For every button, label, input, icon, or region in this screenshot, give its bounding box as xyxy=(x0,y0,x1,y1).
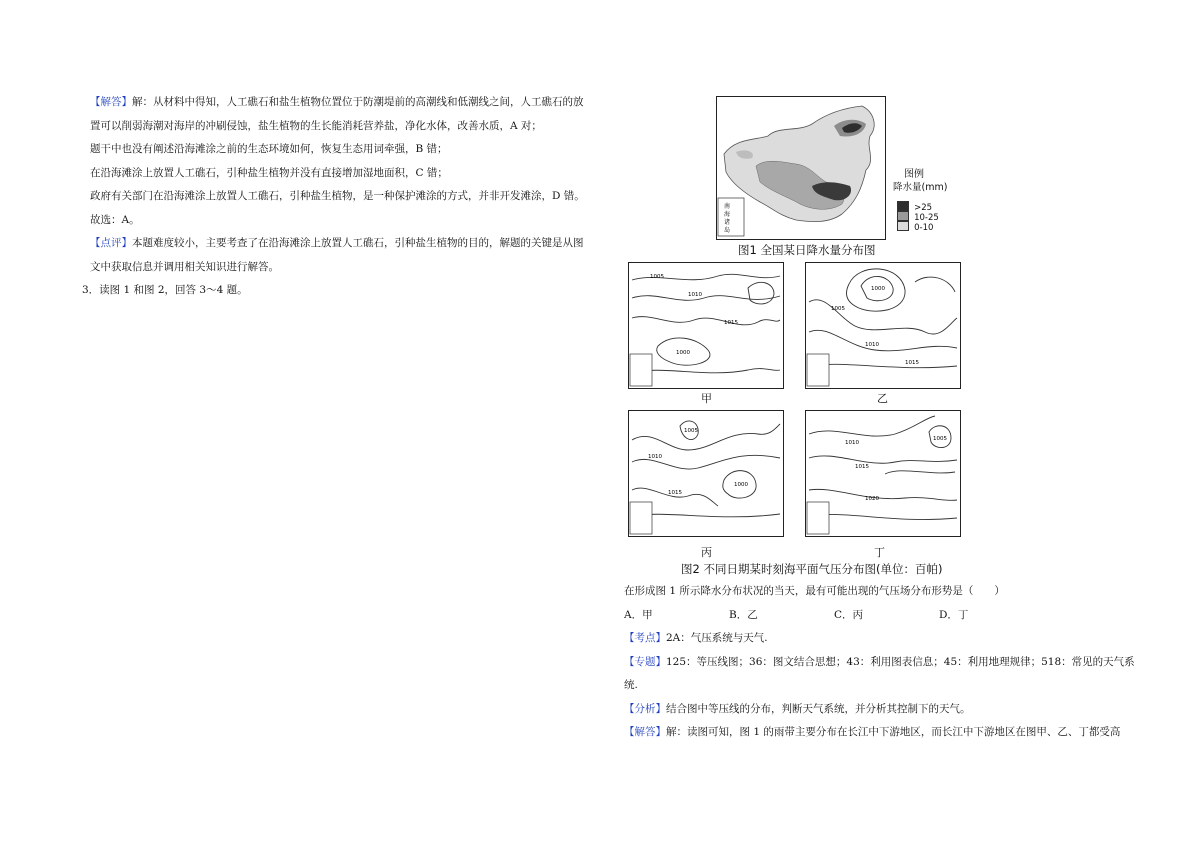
panel-label-jia: 甲 xyxy=(701,392,712,405)
answer-line-2: 置可以削弱海潮对海岸的冲刷侵蚀，盐生植物的生长能消耗营养盐，净化水体，改善水质，A 对； xyxy=(90,119,542,132)
option-c: C．丙 xyxy=(834,608,864,621)
question-4-stem: 在形成图 1 所示降水分布状况的当天，最有可能出现的气压场分布形势是（ ） xyxy=(624,585,1005,597)
inset-char-1: 南 xyxy=(724,203,731,210)
figure-1-caption: 图1 全国某日降水量分布图 xyxy=(738,243,876,257)
fenxi-line: 【分析】结合图中等压线的分布，判断天气系统，并分析其控制下的天气。 xyxy=(624,702,971,715)
option-a: A．甲 xyxy=(624,608,653,621)
zhuanti-line-2: 统. xyxy=(624,679,638,691)
isobar-label-yi-2: 1005 xyxy=(831,306,845,312)
isobar-label-jia-1: 1005 xyxy=(650,274,664,280)
answer-line-5: 政府有关部门在沿海滩涂上放置人工礁石，引种盐生植物，是一种保护滩涂的方式，并非开发滩涂，D 错。 xyxy=(90,190,585,202)
inset-char-2: 海 xyxy=(724,211,731,218)
pressure-map-bing xyxy=(628,410,784,541)
answer-tag: 【解答】 xyxy=(90,96,132,108)
panel-label-yi: 乙 xyxy=(877,392,888,405)
left-column xyxy=(82,91,602,303)
answer-line-3: 题干中也没有阐述沿海滩涂之前的生态环境如何，恢复生态用词牵强，B 错； xyxy=(90,143,448,155)
legend-swatches: >25 10-25 0-10 xyxy=(897,195,939,225)
legend-subtitle: 降水量(mm) xyxy=(893,182,948,193)
pressure-map-yi xyxy=(805,262,961,393)
legend-swatch-low xyxy=(897,221,909,231)
answer-line-6: 故选：A。 xyxy=(90,213,140,226)
figure-1-map xyxy=(716,96,886,244)
isobar-label-bing-3: 1015 xyxy=(668,490,682,496)
jieda-line: 【解答】解：读图可知，图 1 的雨带主要分布在长江中下游地区，而长江中下游地区在图甲、乙、丁都受高 xyxy=(624,726,1121,738)
isobar-label-jia-2: 1010 xyxy=(688,292,702,298)
isobar-label-jia-3: 1015 xyxy=(724,320,738,326)
option-d: D．丁 xyxy=(939,608,969,621)
answer-options xyxy=(624,604,1144,628)
kaodian-line: 【考点】2A：气压系统与天气. xyxy=(624,632,768,644)
isobar-label-ding-1: 1010 xyxy=(845,440,859,446)
isobar-label-jia-4: 1000 xyxy=(676,350,690,356)
inset-char-3: 诸 xyxy=(724,219,731,226)
isobar-label-ding-4: 1005 xyxy=(933,436,947,442)
kaodian-tag: 【考点】 xyxy=(624,632,666,644)
option-b: B．乙 xyxy=(729,608,758,621)
legend-title: 图例 xyxy=(904,169,924,180)
right-column xyxy=(624,580,1144,745)
pressure-map-jia xyxy=(628,262,784,393)
isobar-label-ding-3: 1020 xyxy=(865,496,879,502)
answer-line-4: 在沿海滩涂上放置人工礁石，引种盐生植物并没有直接增加湿地面积，C 错； xyxy=(90,166,448,179)
isobar-label-yi-3: 1010 xyxy=(865,342,879,348)
isobar-label-ding-2: 1015 xyxy=(855,464,869,470)
comment-tag: 【点评】 xyxy=(90,237,132,249)
comment-line-1: 【点评】本题难度较小，主要考查了在沿海滩涂上放置人工礁石，引种盐生植物的目的，解题的关键是从图 xyxy=(90,237,584,249)
fenxi-tag: 【分析】 xyxy=(624,702,666,715)
isobar-label-bing-4: 1000 xyxy=(734,482,748,488)
question-3-heading: 3．读图 1 和图 2，回答 3～4 题。 xyxy=(82,284,248,296)
pressure-map-ding xyxy=(805,410,961,541)
isobar-label-yi-4: 1015 xyxy=(905,360,919,366)
zhuanti-tag: 【专题】 xyxy=(624,655,666,668)
precipitation-map xyxy=(716,96,886,240)
jieda-tag: 【解答】 xyxy=(624,726,666,738)
answer-line-1: 【解答】解：从材料中得知，人工礁石和盐生植物位置位于防潮堤前的高潮线和低潮线之间，人工礁石的放 xyxy=(90,96,584,108)
comment-line-2: 文中获取信息并调用相关知识进行解答。 xyxy=(90,260,279,273)
isobar-label-bing-1: 1005 xyxy=(684,428,698,434)
figure-2-caption: 图2 不同日期某时刻海平面气压分布图(单位：百帕) xyxy=(681,562,943,576)
zhuanti-line-1: 【专题】125：等压线图；36：图文结合思想；43：利用图表信息；45：利用地理规律；518：常见的天气系 xyxy=(624,655,1135,668)
isobar-label-bing-2: 1010 xyxy=(648,454,662,460)
panel-label-ding: 丁 xyxy=(874,546,885,559)
panel-label-bing: 丙 xyxy=(701,546,712,559)
inset-char-4: 岛 xyxy=(724,227,731,234)
isobar-label-yi-1: 1000 xyxy=(871,286,885,292)
